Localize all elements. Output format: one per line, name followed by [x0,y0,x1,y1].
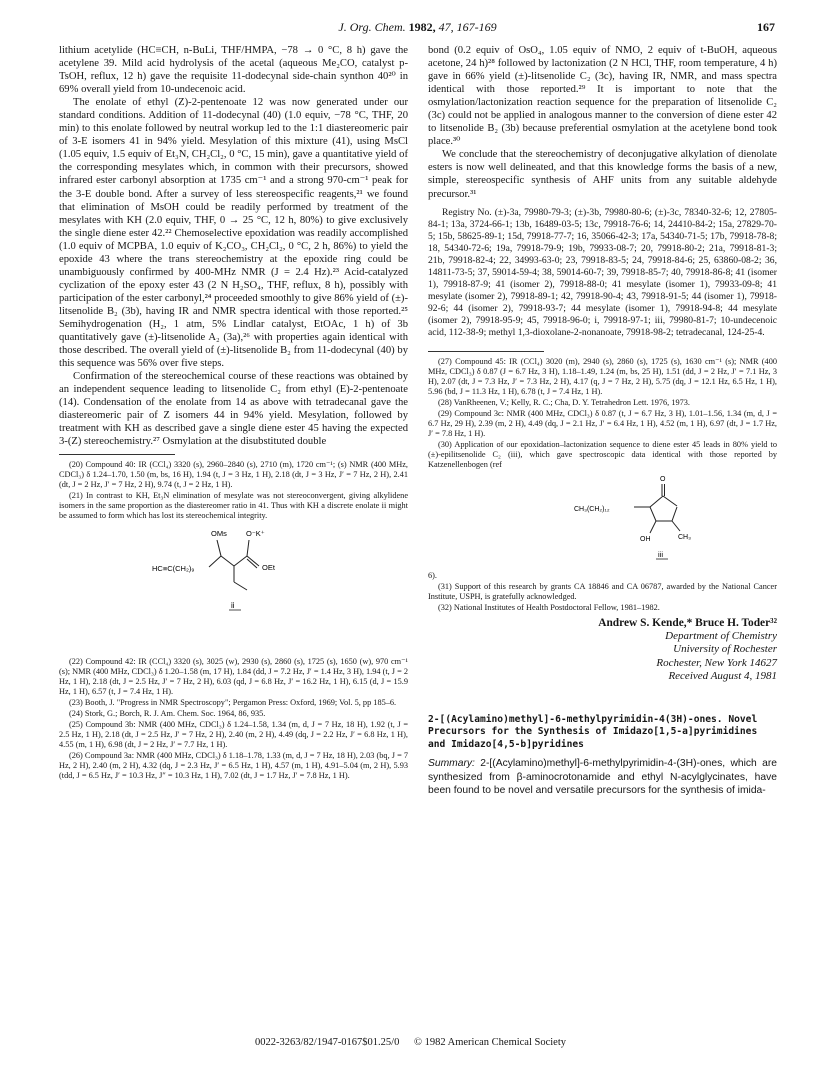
oxide-label: O⁻K⁺ [246,529,265,539]
bond [234,556,247,566]
affiliation-line: Department of Chemistry [665,629,777,642]
right-column [428,44,777,798]
page-footer [0,1037,821,1048]
body-paragraph: lithium acetylide (HC≡CH, n-BuLi, THF/HMPA, −78 → 0 °C, 8 h) gave the acetylene 39. Mild acid hydrolysis of the acetal (aqueous Me₂CO, catalyst p-TsOH, reflux, 12 h) gave the requisite 11-dodecynal side-chain synthon 40²⁰ in 69% overall yield from 10-undecenoic acid. [59,45,408,96]
bond [663,496,677,506]
footnote: (31) Support of this research by grants CA 18846 and CA 06787, awarded by the National Cancer Institute, USPH, is gratefully acknowledged. [428,581,777,601]
footnote: (27) Compound 45: IR (CCl₄) 3020 (m), 2940 (s), 2860 (s), 1725 (s), 1630 cm⁻¹ (s); NMR (400 MHz, CDCl₃) δ 0.87 (J = 6.7 Hz, 3 H), 1.18–1.49, 1.24 (m, bs, 25 H), 1.51 (dd, J = 2 Hz, J′ = 7.1 Hz, 3 H), 2.07 (dt, J = 7.3 Hz, J′ = 7.3 Hz, 2 H), 4.17 (q, J = 7 Hz, 2 H), 5.75 (dq, J = 12.1 Hz, 6.5 Hz, 1 H), 5.96 (bd, J = 11.3 Hz, 1 H), 6.78 (t, J = 7.4 Hz, 1 H). [428,356,777,396]
oet-label: OEt [262,563,275,573]
footnote: (24) Stork, G.; Borch, R. J. Am. Chem. Soc. 1964, 86, 935. [69,709,266,719]
structure-ii [59,522,408,657]
journal-pages: 167-169 [456,20,497,34]
footer-copyright: © 1982 American Chemical Society [413,1037,567,1048]
next-article-summary [428,757,777,797]
footnote: (26) Compound 3a: NMR (400 MHz, CDCl₃) δ 1.18–1.78, 1.33 (m, d, J = 7 Hz, 18 H), 2.03 (bq, J = 7 Hz, 2 H), 2.40 (m, 2 H), 4.32 (dq, J = 2.3 Hz, J′ = 6.5 Hz, 1 H), 4.57 (m, 1 H), 4.91–5.04 (m, 2 H), 5.93 (tdd, J = 6.5 Hz, J′ = 10.3 Hz, J″ = 10.3 Hz, 1 H), 7.02 (dt, J = 1.7 Hz, J′ = 7.8 Hz, 1 H). [59,751,408,781]
structure-ii-drawing [59,522,408,657]
ch3-label: CH₃ [678,533,691,541]
body-paragraph: Confirmation of the stereochemical course of these reactions was obtained by an independent sequence leading to litsenolide C₂ from ethyl (E)-2-pentenoate (14). Condensation of the enolate from 14 as above with tetradecanal gave the diastereomeric pair of Z isomers 44 in 94% yield. Mesylation, followed by treatment with KH as described gave a single diene ester 45 having the expected 3-(Z) stereochemistry.²⁷ Osmylation at the disubstituted double [59,371,408,448]
footer-code: 0022-3263/82/1947-0167$01.25/0 [254,1037,400,1048]
footnote: (23) Booth, J. "Progress in NMR Spectroscopy"; Pergamon Press: Oxford, 1969; Vol. 5, pp 185–6. [69,698,397,708]
footnote-continuation: 6). [428,570,437,580]
summary-label: Summary: [428,758,475,770]
authors: Andrew S. Kende,* Bruce H. Toder³² [598,616,777,629]
bond [247,540,249,556]
oms-label: OMs [211,529,227,539]
footnote: (28) VanRheenen, V.; Kelly, R. C.; Cha, D. Y. Tetrahedron Lett. 1976, 1973. [438,397,690,407]
bond [650,521,656,533]
footnote: (30) Application of our epoxidation–lactonization sequence to diene ester 45 leads in 80% yield to (±)-epilitsenolide C₂ (iii), which gave spectroscopic data identical with those reported by Katzenellenbogen (ref [428,439,777,469]
chain-label: HC≡C(CH₂)₉ [152,564,195,574]
footnote-rule [428,351,544,352]
next-article-title: 2-[(Acylamino)methyl]-6-methylpyrimidin-4(3H)-ones. Novel Precursors for the Synthesis of Imidazo[1,5-a]pyrimidines and Imidazo[4,5-b]pyridines [428,713,758,750]
received-date: Received August 4, 1981 [668,670,777,683]
bond [650,507,656,521]
journal-name: J. Org. Chem. [338,20,406,34]
footnote: (29) Compound 3c: NMR (400 MHz, CDCl₃) δ 0.87 (t, J = 6.7 Hz, 3 H), 1.01–1.56, 1.34 (m, d, J = 6.7 Hz, 29 H), 2.39 (m, 2 H), 4.49 (dq, J = 2.1 Hz, J′ = 6.4 Hz, 1 H), 4.52 (m, 1 H), 6.97 (dt, J = 1.7 Hz, J′ = 7.8 Hz, 1 H). [428,408,777,438]
bond [234,582,247,590]
structure-label: iii [658,549,663,559]
running-header [60,20,775,38]
left-column [59,44,408,782]
footnotes-right [428,357,777,470]
structure-label: ii [231,601,235,611]
body-paragraph: The enolate of ethyl (Z)-2-pentenoate 12 was now generated under our standard conditions. Addition of 11-dodecynal (40) (1.0 equiv, −78 °C, THF, 20 min) to this enolate followed by neutral workup led to the 1:1 diastereomeric pair of 3-E isomers 41 in 94% yield. Mesylation of this mixture (41), using MsCl (1.05 equiv, 1.5 equiv of Et₃N, CH₂Cl₂, 0 °C, 15 min), gave a quantitative yield of the corresponding mesylates which, in common with their precursors, showed infrared ester carbonyl absorption at 1735 cm⁻¹ and a strong 970-cm⁻¹ peak for the 3-E double bond. After a survey of less stereospecific reagents,²¹ we found that elimination of MsOH could be readily performed by treatment of the mesylates with KH (2.0 equiv, THF, 0 → 25 °C, 12 h, 80%) to give exclusively the single diene ester 42.²² Chemoselective epoxidation was readily accomplished (1.0 equiv of MCPBA, 1.0 equiv of K₂CO₃, CH₂Cl₂, 0 °C, 2 h, 86%) to yield the epoxide 43 where the trans stereochemistry at the epoxide ring could be unambiguously confirmed by 400-MHz NMR (J = 2.4 Hz).²³ Acid-catalyzed cyclization of the epoxy ester 43 (2 N H₂SO₄, THF, reflux, 8 h), possibly with participation of the ester carbonyl,²⁴ proceeded smoothly to give 86% yield of (±)-litsenolide B₂ (3b), having IR and NMR spectra identical with those reported.²⁵ Semihydrogenation (H₂, 1 atm, 5% Lindlar catalyst, EtOAc, 1 h) of 3b quantitatively gave (±)-litsenolide A₂ (3a),²⁶ with properties again identical with those described. The overall yield of (±)-litsenolide B₂ from 11-dodecynal (40) by this sequence was 56% over five steps. [59,97,408,370]
bond [672,507,677,521]
journal-citation [60,20,775,35]
bond [221,556,234,566]
summary-text: 2-[(Acylamino)methyl]-6-methylpyrimidin-4-(3H)-ones, which are synthesized from β-aminocrotonamide and ethyl N-acylglycinates, have been found to be novel and versatile precursors for the synthesis of imida- [428,758,777,797]
carbonyl-o-label: O [660,475,666,483]
affiliation [428,630,777,684]
footnote: (25) Compound 3b: NMR (400 MHz, CDCl₃) δ 1.24–1.58, 1.34 (m, d, J = 7 Hz, 18 H), 1.92 (t, J = 2.5 Hz, 1 H), 2.18 (dt, J = 2.5 Hz, J′ = 7 Hz, 2 H), 2.40 (m, 2 H), 4.49 (dq, J = 2.2 Hz, J′ = 6.8 Hz, 1 H), 4.55 (m, 1 H), 6.98 (dt, J = 2 Hz, J′ = 7.7 Hz, 1 H). [59,720,408,750]
chain-label: CH₃(CH₂)₁₂ [574,505,610,513]
registry-numbers: Registry No. (±)-3a, 79980-79-3; (±)-3b, 79980-80-6; (±)-3c, 78340-32-6; 12, 27805-84-1; 13a, 3724-66-1; 13b, 16489-03-5; 13c, 79918-76-6; 14, 24410-84-2; 15a, 27829-70-5; 15b, 58625-89-1; 15d, 79918-77-7; 16, 35066-42-3; 17a, 54340-71-5; 17b, 79918-78-8; 18, 54340-72-6; 19a, 79918-79-9; 19b, 79933-08-7; 20, 79918-80-2; 21a, 79918-81-3; 21b, 79918-82-4; 22, 34993-63-0; 23, 79918-83-5; 24, 79918-84-6; 25, 63860-08-2; 36, 14811-73-5; 37, 59014-59-4; 38, 59014-60-7; 39, 79918-85-7; 40, 79918-86-8; 41 (isomer 1), 79918-87-9; 41 (isomer 2), 79918-88-0; 41 mesylate (isomer 1), 79933-09-8; 41 mesylate (isomer 2), 79918-89-1; 42, 79918-90-4; 43, 79918-91-5; 44 (isomer 1), 79918-92-6; 44 (isomer 2), 79918-93-7; 44 mesylate (isomer 1), 79918-94-8; 44 mesylate (isomer 2), 79918-95-9; 45, 79918-96-0; i, 79918-97-1; iii, 79980-81-7; 10-undecenoic acid, 112-38-9; methyl 1,3-dioxolane-2-nonanoate, 79918-98-2; tetradecanal, 124-25-4. [428,206,777,338]
journal-volume: 47, [438,20,454,34]
structure-iii [428,471,777,571]
footnote: (20) Compound 40: IR (CCl₄) 3320 (s), 2960–2840 (s), 2710 (m), 1720 cm⁻¹; (s) NMR (400 MHz, CDCl₃) δ 1.24–1.70, 1.50 (m, bs, 16 H), 1.94 (t, J = 3 Hz, 1 H), 2.18 (dt, J = 3 Hz, J′ = 7 Hz, 2 H), 2.41 (dt, J = 2 Hz, J′ = 7 Hz, 2 H), 9.74 (t, J = 2 Hz, 1 H). [59,460,408,490]
footnotes-right-after [428,571,777,613]
oh-label: OH [640,535,651,543]
body-paragraph: bond (0.2 equiv of OsO₄, 1.05 equiv of NMO, 2 equiv of t-BuOH, aqueous acetone, 24 h)²⁸ followed by lactonization (2 N HCl, THF, room temperature, 4 h) gave in 66% yield (±)-litsenolide C₂ (3c), having IR, NMR, and mass spectra identical with those reported.²⁹ It is important to note that the osmylation/lactonization reaction sequence for the preparation of litsenolide C₂ (3c) could not be applied in analogous manner to the conversion of diene ester 42 to litsenolide B₂ (3b) because preferential osmylation at the acetylene bond took place.³⁰ [428,45,777,148]
bond [217,540,221,556]
footnotes-left-b [59,657,408,781]
journal-year: 1982, [408,20,436,34]
affiliation-line: Rochester, New York 14627 [656,656,777,669]
body-paragraph: We conclude that the stereochemistry of deconjugative alkylation of dienolate esters is now well delineated, and that this knowledge forms the basis of a new, simple, stereospecific synthesis of AHF units from any suitable aldehyde precursor.³¹ [428,149,777,200]
bond [672,521,680,531]
bond [650,496,663,507]
footnote: (22) Compound 42: IR (CCl₄) 3320 (s), 3025 (w), 2930 (s), 2860 (s), 1725 (s), 1650 (w), 970 cm⁻¹ (s); NMR (400 MHz, CDCl₃) δ 1.20–1.58 (m, 17 H), 1.84 (dd, J = 7.2 Hz, J′ = 1.4 Hz, 3 H), 1.94 (t, J = 2 Hz, 1 H), 2.18 (dt, J = 2.5 Hz, J′ = 7 Hz, 2 H), 6.03 (qd, J = 6.8 Hz, J′ = 16.2 Hz, 1 H), 6.15 (d, J = 15.9 Hz, 1 H), 6.57 (t, J = 7.4 Hz, 1 H). [59,657,408,697]
affiliation-line: University of Rochester [673,643,777,656]
structure-iii-drawing [428,471,777,571]
footnote-rule [59,454,175,455]
footnote: (32) National Institutes of Health Postdoctoral Fellow, 1981–1982. [438,602,660,612]
footnote: (21) In contrast to KH, Et₃N elimination of mesylate was not stereoconvergent, giving alkylidene isomers in the same proportion as the diastereomer ratio in 41. Thus with KH a discrete enolate ii might be assumed to form which has lost its stereochemical integrity. [59,491,408,521]
bond [209,556,221,567]
page-number: 167 [757,20,775,34]
footnotes-left-a [59,460,408,521]
